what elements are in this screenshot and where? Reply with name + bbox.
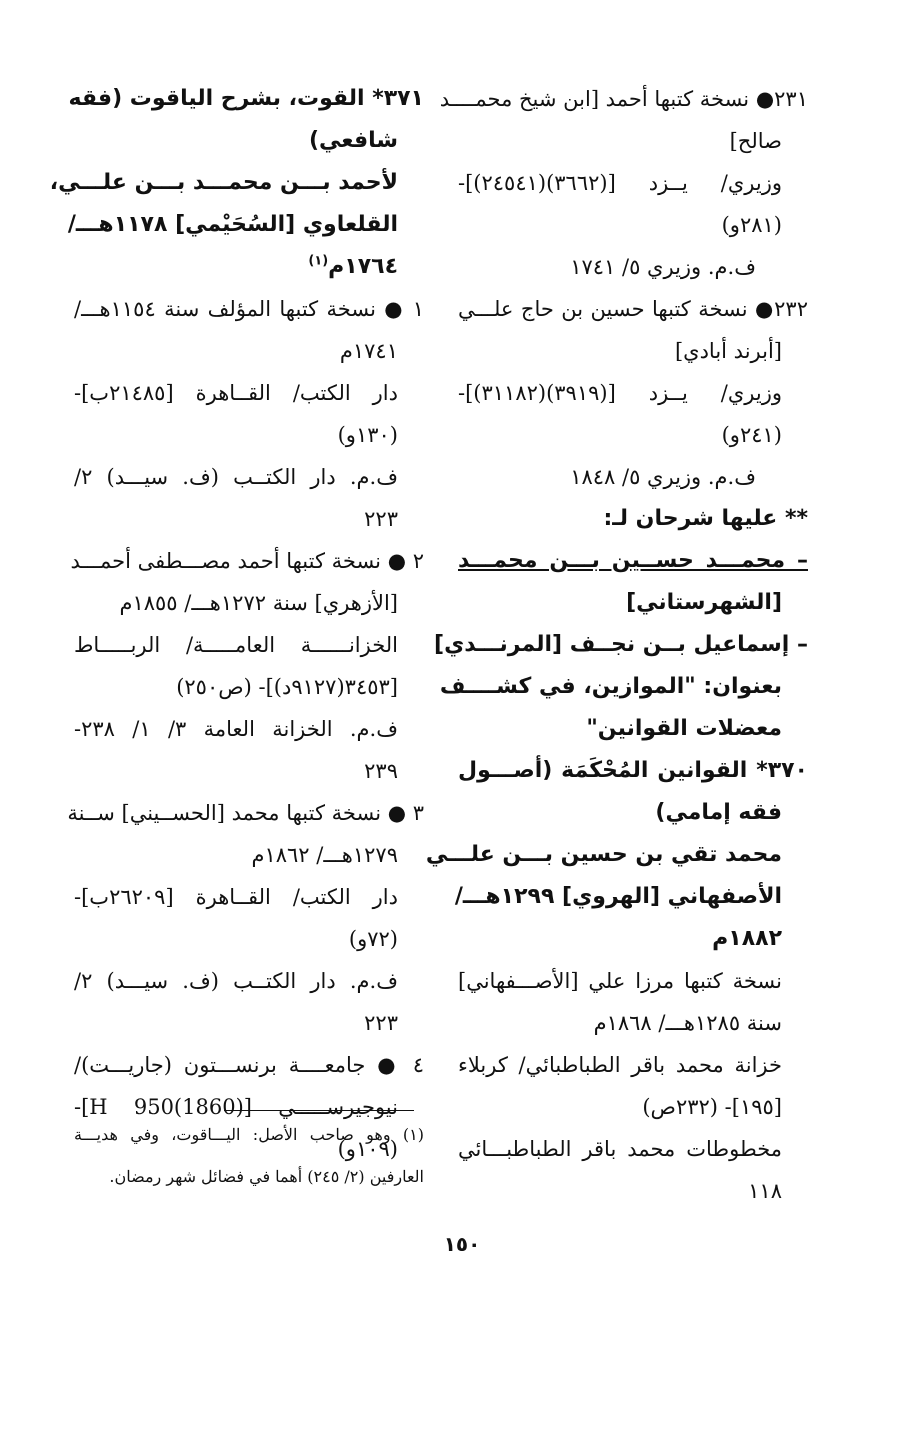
right-column-line [458, 1002, 808, 1044]
line-text: خزانة محمد باقر الطباطبائي/ كربلاء [458, 1053, 782, 1077]
left-column-line [74, 246, 424, 288]
right-column-line [458, 1086, 808, 1128]
line-text: [١٩٥]- (٢٣٢ص) [642, 1095, 782, 1119]
right-column-line [458, 288, 808, 330]
right-column-line [458, 1044, 808, 1086]
right-column-line [458, 750, 808, 792]
left-column-line [74, 414, 424, 456]
line-text: نيوجيرســـــي [H 950(1860)]- [74, 1095, 398, 1119]
right-column-line [454, 876, 808, 918]
left-column-line [74, 372, 424, 414]
right-column-line [458, 792, 808, 834]
page-number: ١٥٠ [443, 1232, 481, 1256]
line-text: (٧٢و) [348, 927, 398, 951]
left-column-line [74, 918, 424, 960]
line-text: الأصفهاني [الهروي] ١٢٩٩هـــ/ [454, 884, 782, 909]
line-text: [٣٤٥٣(٩١٢٧د)]- (ص٢٥٠) [176, 675, 398, 699]
line-text: ١٨٨٢م [712, 926, 782, 951]
left-column-line [74, 750, 424, 792]
line-text: فقه إمامي) [655, 800, 782, 825]
footnote-separator [224, 1110, 414, 1111]
left-column-line [74, 960, 424, 1002]
line-text: لأحمد بـــن محمـــد بـــن علـــي، [49, 170, 398, 195]
line-text: [أبرند أبادي] [674, 339, 782, 363]
line-text: – إسماعيل بــن نجــف [المرنـــدي] [434, 632, 808, 657]
line-text: (١٣٠و) [337, 423, 398, 447]
right-column-line [458, 204, 808, 246]
left-column-line [74, 330, 424, 372]
line-text: معضلات القوانين" [586, 716, 782, 741]
left-column-line [67, 792, 424, 834]
line-text: ف.م. دار الكتــب (ف. سيـــد) ٢/ [74, 465, 398, 489]
left-column-line [74, 120, 424, 162]
right-column-line [458, 330, 808, 372]
left-column-line [70, 540, 424, 582]
left-column-line [74, 582, 424, 624]
left-column-line [67, 204, 424, 246]
left-column-line [74, 834, 424, 876]
right-column-line [439, 666, 808, 708]
line-text: القلعاوي [السُحَيْمي] ١١٧٨هـــ/ [67, 212, 398, 237]
line-text: ٣٧٠* القوانين المُحْكَمَة (أصـــول [458, 758, 808, 783]
left-column-line [68, 78, 424, 120]
line-text: ١ ● نسخة كتبها المؤلف سنة ١١٥٤هـــ/ [74, 297, 424, 321]
left-column-line [74, 498, 424, 540]
line-text: ١٢٧٩هـــ/ ١٨٦٢م [251, 843, 398, 867]
right-column-line [458, 456, 808, 498]
line-text: [الشهرستاني] [626, 590, 782, 615]
footnote-marker: (١) [308, 253, 329, 269]
right-column-line [458, 582, 808, 624]
line-text: ف.م. وزيري ٥/ ١٨٤٨ [570, 465, 756, 489]
right-column-line [458, 120, 808, 162]
line-text: ٢٣٩ [364, 759, 398, 783]
right-column-line [458, 246, 808, 288]
right-column-line [458, 498, 808, 540]
left-column-line [49, 162, 424, 204]
line-text: ٢٢٣ [364, 507, 398, 531]
line-text: شافعي) [308, 128, 398, 153]
left-column-line [74, 624, 424, 666]
right-column-line [425, 834, 808, 876]
line-text: ف.م. الخزانة العامة ٣/ ١/ ٢٣٨- [74, 717, 398, 741]
line-text: ٢ ● نسخة كتبها أحمد مصـــطفى أحمـــد [70, 549, 424, 573]
line-text: ٢٢٣ [364, 1011, 398, 1035]
right-column-line [458, 162, 808, 204]
left-column-line [74, 288, 424, 330]
line-text: صالح] [729, 129, 782, 153]
line-text: محمد تقي بن حسين بـــن علـــي [425, 842, 782, 867]
line-text: ١٧٤١م [339, 339, 398, 363]
line-text: (٢٨١و) [721, 213, 782, 237]
line-text: ٣ ● نسخة كتبها محمد [الحســيني] ســنة [67, 801, 424, 825]
right-column-line [458, 1128, 808, 1170]
right-column-line [458, 372, 808, 414]
right-column-line [458, 708, 808, 750]
right-column-line [458, 918, 808, 960]
left-column-line [74, 708, 424, 750]
line-text: [الأزهري] سنة ١٢٧٢هـــ/ ١٨٥٥م [119, 591, 398, 615]
line-text: ف.م. وزيري ٥/ ١٧٤١ [570, 255, 756, 279]
line-text: (٢٤١و) [721, 423, 782, 447]
line-text: ١١٨ [748, 1179, 782, 1203]
line-text: (١٠٩و) [337, 1137, 398, 1161]
line-text: ٢٣١● نسخة كتبها أحمد [ابن شيخ محمــــد [439, 87, 808, 111]
line-text: مخطوطات محمد باقر الطباطبـــائي [458, 1137, 782, 1161]
line-text: نسخة كتبها مرزا علي [الأصـــفهاني] [458, 969, 782, 993]
left-column-line [74, 876, 424, 918]
line-text: ٤ ● جامعــــة برنســـتون (جاريـــت)/ [74, 1053, 424, 1077]
line-text: وزيري/ يــزد [(٣٦٦٢)(٢٤٥٤١)]- [458, 171, 782, 195]
right-column-line [458, 540, 808, 582]
line-text: الخزانــــــة العامـــــة/ الربـــــاط [74, 633, 398, 657]
right-column-line [434, 624, 808, 666]
line-text: ف.م. دار الكتــب (ف. سيـــد) ٢/ [74, 969, 398, 993]
left-column-line [74, 666, 424, 708]
line-text: بعنوان: "الموازين، في كشــــف [439, 674, 782, 699]
right-column [425, 78, 808, 1212]
right-column-line [458, 960, 808, 1002]
left-column-line [74, 1044, 424, 1086]
line-text: سنة ١٢٨٥هـــ/ ١٨٦٨م [593, 1011, 782, 1035]
line-text: ٣٧١* القوت، بشرح الياقوت (فقه [68, 86, 424, 111]
left-column-line [74, 456, 424, 498]
line-text: ** عليها شرحان لـ: [603, 506, 808, 531]
line-text: – محمـــد حســين بـــن محمـــد [458, 548, 808, 573]
line-text: وزيري/ يــزد [(٣٩١٩)(٣١١٨٢)]- [458, 381, 782, 405]
footnote-line-2: العارفين (٢/ ٢٤٥) أهما في فضائل شهر رمضان. [109, 1167, 424, 1186]
line-text: ٢٣٢● نسخة كتبها حسين بن حاج علـــي [458, 297, 808, 321]
left-column [49, 78, 424, 1170]
line-text: دار الكتب/ القــاهرة [٢٦٢٠٩ب]- [74, 885, 398, 909]
right-column-line [458, 1170, 808, 1212]
line-text: دار الكتب/ القــاهرة [٢١٤٨٥ب]- [74, 381, 398, 405]
line-text: ١٧٦٤م [328, 254, 398, 279]
right-column-line [458, 414, 808, 456]
left-column-line [74, 1002, 424, 1044]
footnote-line-1: (١) وهو صاحب الأصل: اليـــاقوت، وفي هديـــة [74, 1125, 424, 1144]
right-column-line [439, 78, 808, 120]
